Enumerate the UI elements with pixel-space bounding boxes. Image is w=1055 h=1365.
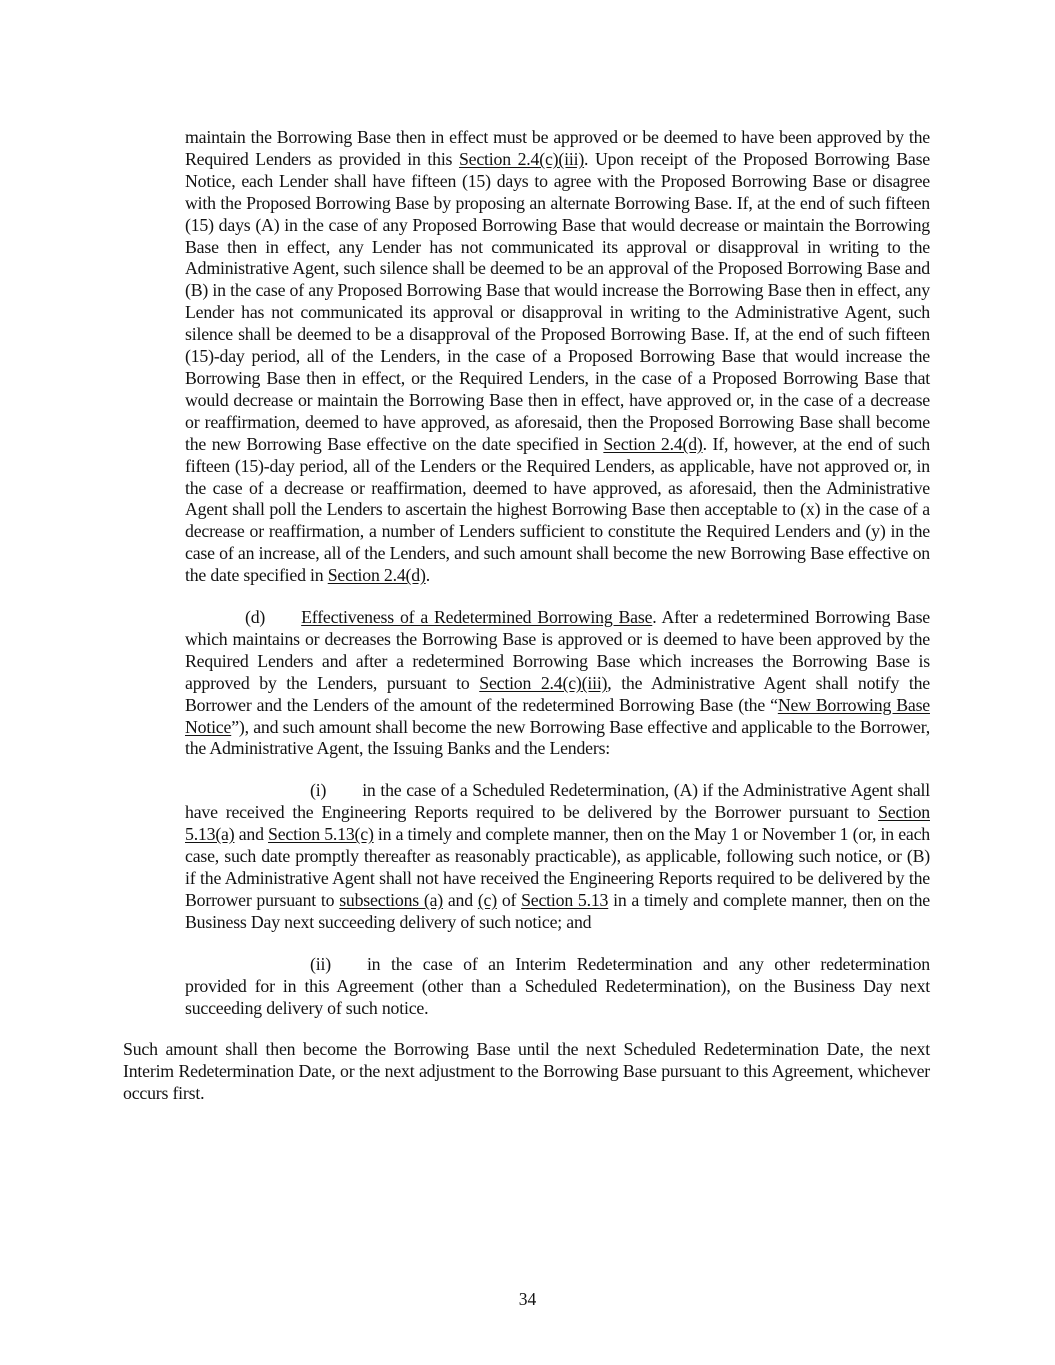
paragraph-continuation: maintain the Borrowing Base then in effect must be approved or be deemed to have been approved by the Required Lenders as provided in this Section 2.4(c)(iii). Upon receipt of the Proposed Borrowing Base Notice, each Lender shall have fifteen (15) days to agree with the Proposed Borrowing Base or disagree with the Proposed Borrowing Base by proposing an alternate Borrowing Base. If, at the end of such fifteen (15) days (A) in the case of any Proposed Borrowing Base that would decrease or maintain the Borrowing Base then in effect, any Lender has not communicated its approval or disapproval in writing to the Administrative Agent, such silence shall be deemed to be an approval of the Proposed Borrowing Base and (B) in the case of any Proposed Borrowing Base that would increase the Borrowing Base then in effect, any Lender has not communicated its approval or disapproval in writing to the Administrative Agent, such silence shall be deemed to be a disapproval of the Proposed Borrowing Base. If, at the end of such fifteen (15)-day period, all of the Lenders, in the case of a Proposed Borrowing Base that would increase the Borrowing Base then in effect, or the Required Lenders, in the case of a Proposed Borrowing Base that would decrease or maintain the Borrowing Base then in effect, have approved or, in the case of a decrease or reaffirmation, deemed to have approved, as aforesaid, then the Proposed Borrowing Base shall become the new Borrowing Base effective on the date specified in Section 2.4(d). If, however, at the end of such fifteen (15)-day period, all of the Lenders or the Required Lenders, as applicable, have not approved or, in the case of a decrease or reaffirmation, deemed to have approved, as aforesaid, then the Administrative Agent shall poll the Lenders to ascertain the highest Borrowing Base then acceptable to (x) in the case of a decrease or reaffirmation, a number of Lenders sufficient to constitute the Required Lenders and (y) in the case of an increase, all of the Lenders, and such amount shall become the new Borrowing Base effective on the date specified in Section 2.4(d). bbox=[185, 127, 930, 586]
section-reference: Section 5.13(c) bbox=[268, 824, 374, 845]
defined-term-new-borrowing-base-notice: New Borrowing Base Notice bbox=[185, 694, 930, 737]
page-number: 34 bbox=[518, 1289, 537, 1309]
paragraph-closing: Such amount shall then become the Borrowing Base until the next Scheduled Redetermination Date, the next Interim Redetermination Date, or the next adjustment to the Borrowing Base pursuant to this Agreement, whichever occurs first. bbox=[123, 1039, 930, 1104]
section-reference: Section 2.4(c)(iii) bbox=[458, 148, 585, 169]
paragraph-subsection-d: (d) Effectiveness of a Redetermined Borrowing Base. After a redetermined Borrowing Base which maintains or decreases the Borrowing Base is approved or is deemed to have been approved by the Required Lenders and after a redetermined Borrowing Base which increases the Borrowing Base is approved by the Lenders, pursuant to Section 2.4(c)(iii), the Administrative Agent shall notify the Borrower and the Lenders of the amount of the redetermined Borrowing Base (the “New Borrowing Base Notice”), and such amount shall become the new Borrowing Base effective and applicable to the Borrower, the Administrative Agent, the Issuing Banks and the Lenders: bbox=[185, 607, 930, 759]
section-reference: Section 2.4(c)(iii) bbox=[479, 672, 608, 693]
section-reference: (c) bbox=[477, 889, 497, 910]
paragraph-clause-i: (i) in the case of a Scheduled Redetermination, (A) if the Administrative Agent shall have received the Engineering Reports required to be delivered by the Borrower pursuant to Section 5.13(a) and Section 5.13(c) in a timely and complete manner, then on the May 1 or November 1 (or, in each case, such date promptly thereafter as reasonably practicable), as applicable, following such notice, or (B) if the Administrative Agent shall not have received the Engineering Reports required to be delivered by the Borrower pursuant to subsections (a) and (c) of Section 5.13 in a timely and complete manner, then on the Business Day next succeeding delivery of such notice; and bbox=[185, 780, 930, 932]
document-body bbox=[123, 127, 930, 1105]
section-reference: Section 2.4(d) bbox=[327, 565, 426, 586]
section-reference: Section 5.13(a) bbox=[185, 802, 930, 845]
section-reference: Section 5.13 bbox=[521, 889, 609, 910]
section-reference: Section 2.4(d) bbox=[603, 433, 703, 454]
section-reference: subsections (a) bbox=[339, 889, 443, 910]
paragraph-clause-ii: (ii) in the case of an Interim Redetermination and any other redetermination provided for in this Agreement (other than a Scheduled Redetermination), on the Business Day next succeeding delivery of such notice. bbox=[185, 953, 930, 1018]
subsection-heading: Effectiveness of a Redetermined Borrowing Base bbox=[301, 607, 653, 628]
